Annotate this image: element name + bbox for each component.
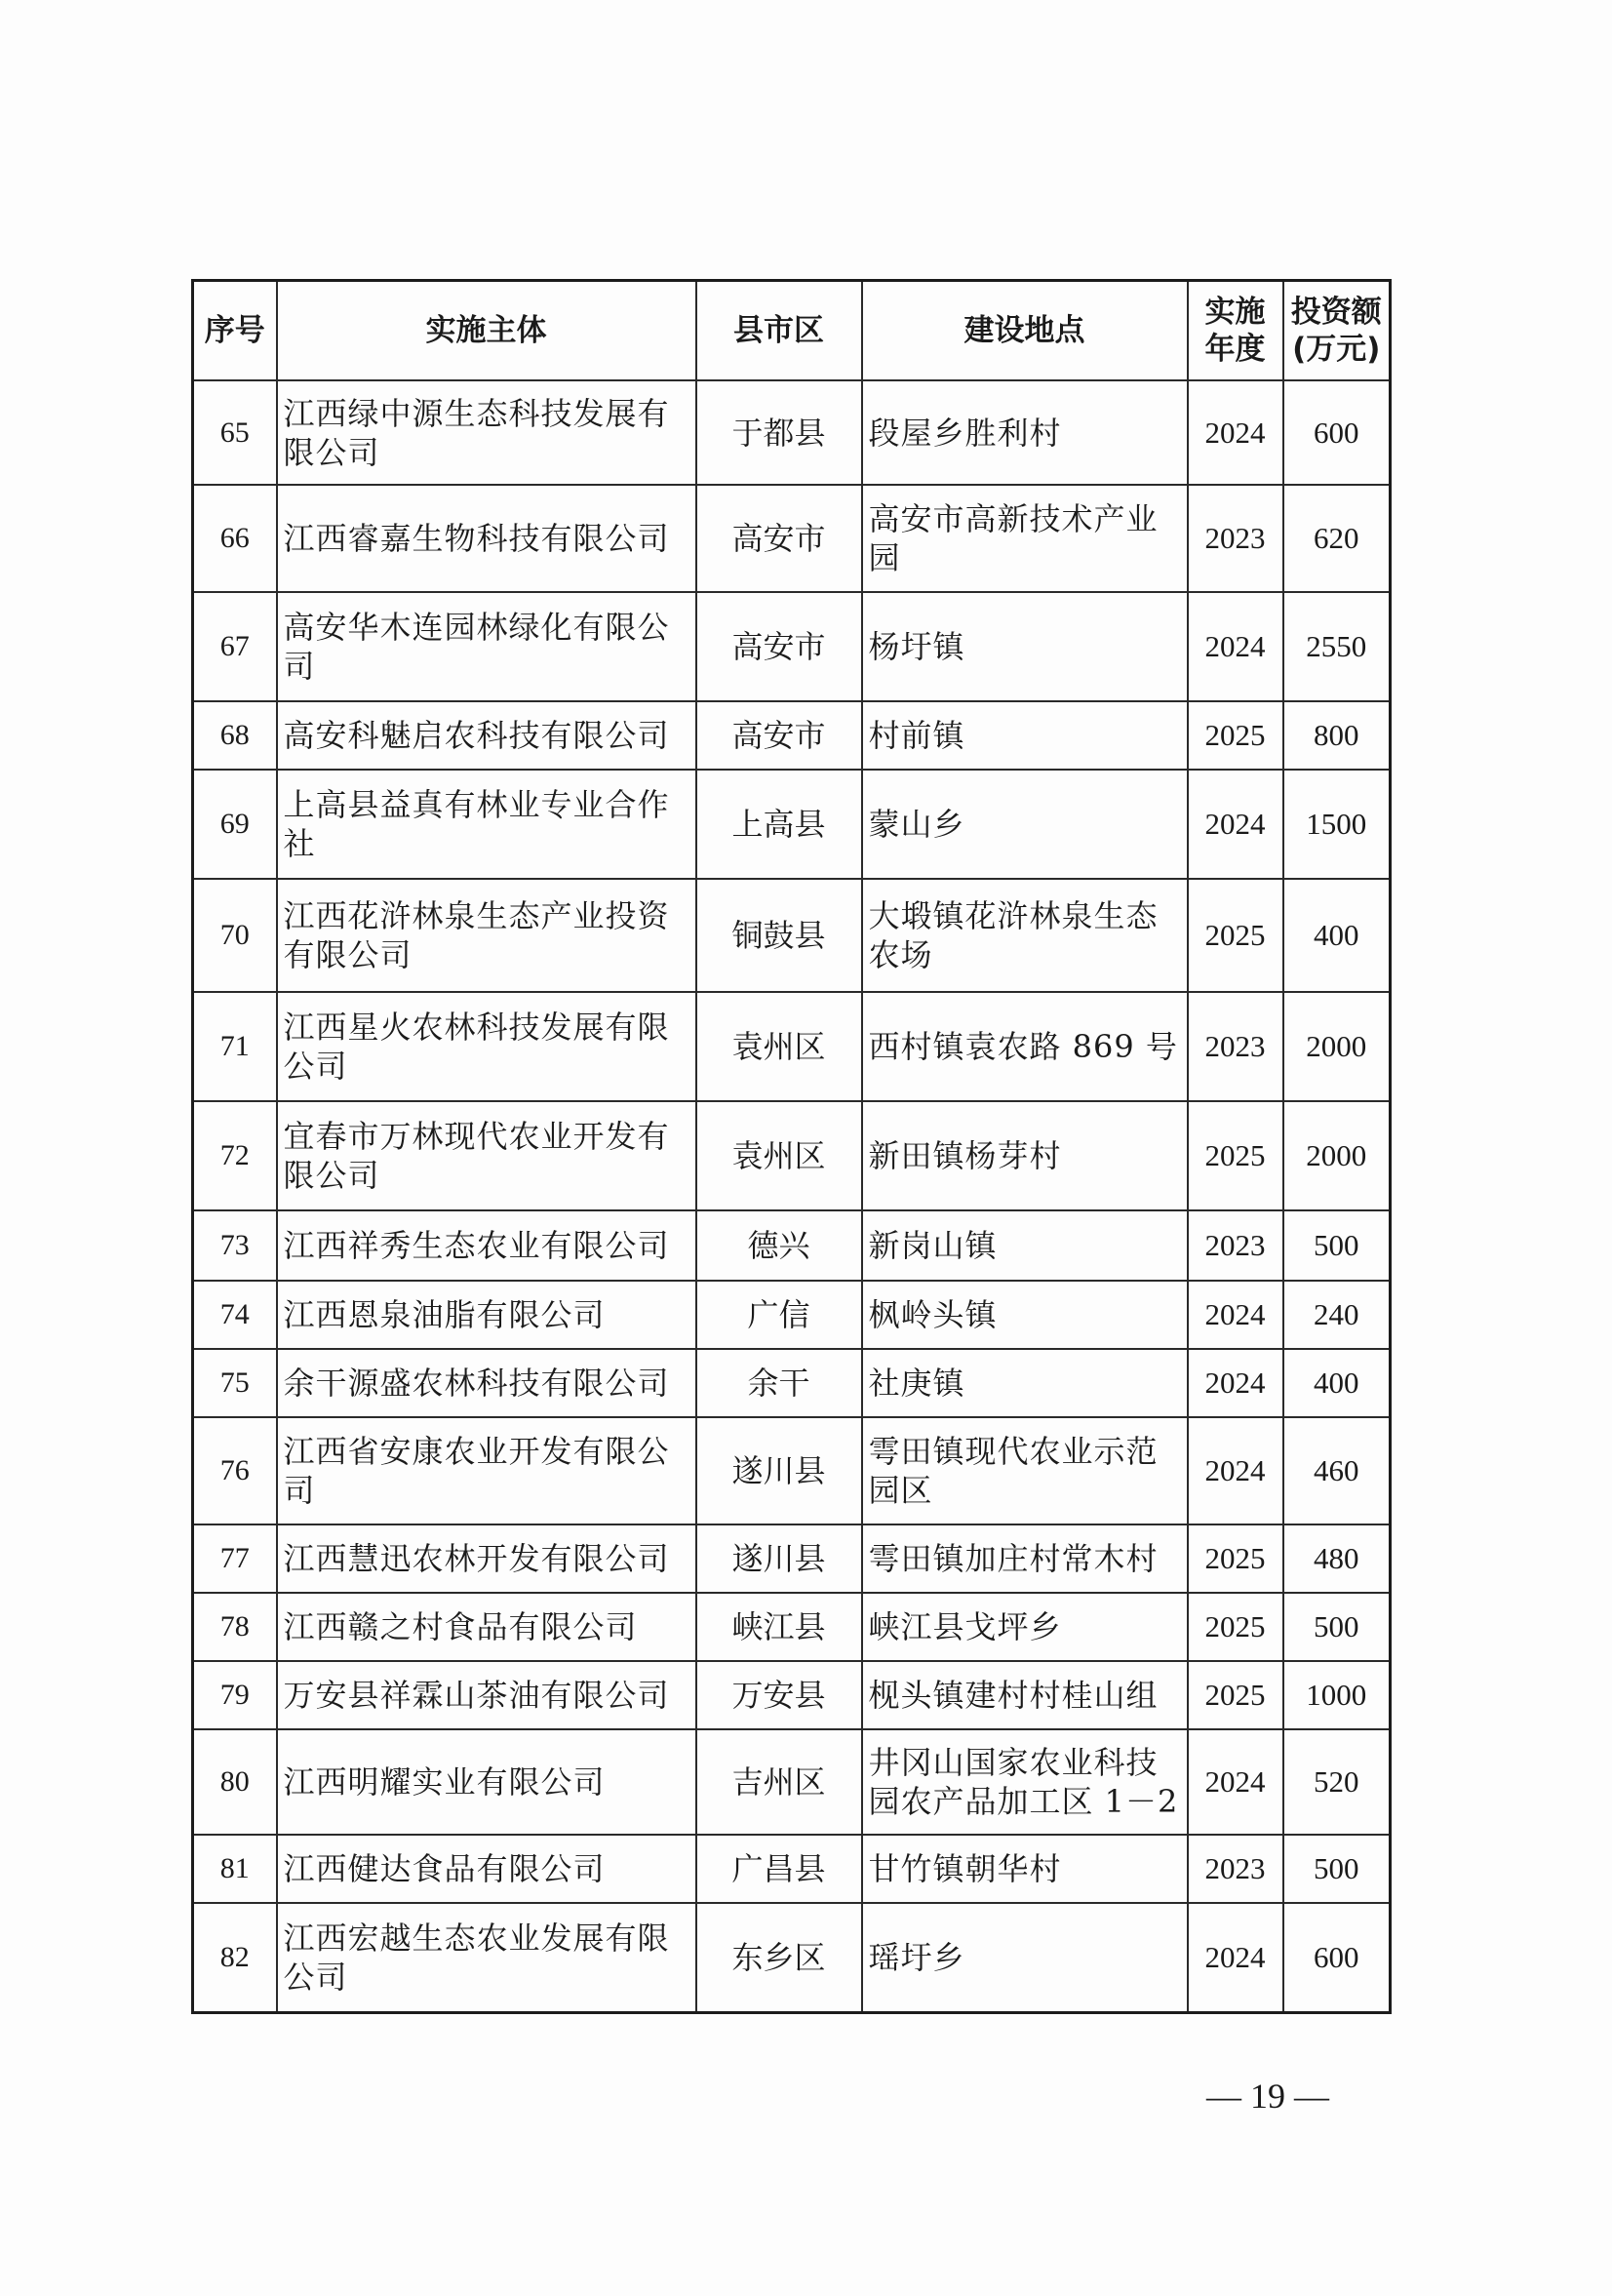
cell-year: 2023: [1188, 485, 1283, 592]
header-county: 县市区: [696, 281, 862, 381]
cell-site: 井冈山国家农业科技园农产品加工区 1－2: [862, 1729, 1188, 1835]
cell-county: 于都县: [696, 380, 862, 485]
table-row: [193, 992, 1391, 1101]
table-row: [193, 879, 1391, 992]
cell-entity: 高安华木连园林绿化有限公司: [277, 592, 696, 701]
cell-site: 雩田镇加庄村常木村: [862, 1524, 1188, 1593]
cell-site: 村前镇: [862, 701, 1188, 770]
table-row: [193, 380, 1391, 485]
cell-entity: 江西睿嘉生物科技有限公司: [277, 485, 696, 592]
cell-year: 2025: [1188, 1524, 1283, 1593]
cell-entity: 江西花浒林泉生态产业投资有限公司: [277, 879, 696, 992]
cell-no: 66: [193, 485, 277, 592]
table-row: [193, 1835, 1391, 1903]
cell-amount: 460: [1283, 1417, 1391, 1524]
cell-entity: 江西省安康农业开发有限公司: [277, 1417, 696, 1524]
table-row: [193, 1210, 1391, 1281]
cell-site: 新田镇杨芽村: [862, 1101, 1188, 1210]
cell-entity: 江西健达食品有限公司: [277, 1835, 696, 1903]
table-row: [193, 1281, 1391, 1349]
cell-site: 枫岭头镇: [862, 1281, 1188, 1349]
cell-no: 71: [193, 992, 277, 1101]
cell-site: 雩田镇现代农业示范园区: [862, 1417, 1188, 1524]
cell-year: 2025: [1188, 701, 1283, 770]
header-no: 序号: [193, 281, 277, 381]
cell-county: 高安市: [696, 592, 862, 701]
cell-year: 2023: [1188, 1835, 1283, 1903]
cell-amount: 800: [1283, 701, 1391, 770]
cell-amount: 600: [1283, 380, 1391, 485]
cell-no: 68: [193, 701, 277, 770]
cell-entity: 余干源盛农林科技有限公司: [277, 1349, 696, 1417]
cell-no: 72: [193, 1101, 277, 1210]
cell-county: 袁州区: [696, 1101, 862, 1210]
cell-amount: 520: [1283, 1729, 1391, 1835]
header-amount: 投资额 (万元): [1283, 281, 1391, 381]
table-row: [193, 701, 1391, 770]
cell-amount: 480: [1283, 1524, 1391, 1593]
cell-year: 2024: [1188, 592, 1283, 701]
cell-county: 广信: [696, 1281, 862, 1349]
cell-entity: 江西明耀实业有限公司: [277, 1729, 696, 1835]
cell-site: 枧头镇建村村桂山组: [862, 1661, 1188, 1729]
cell-year: 2024: [1188, 1729, 1283, 1835]
cell-amount: 500: [1283, 1835, 1391, 1903]
table-row: [193, 1903, 1391, 2012]
cell-site: 高安市高新技术产业园: [862, 485, 1188, 592]
cell-year: 2024: [1188, 380, 1283, 485]
project-table: [191, 279, 1392, 2014]
cell-no: 75: [193, 1349, 277, 1417]
header-site: 建设地点: [862, 281, 1188, 381]
cell-year: 2024: [1188, 1281, 1283, 1349]
cell-no: 78: [193, 1593, 277, 1661]
cell-amount: 2000: [1283, 1101, 1391, 1210]
cell-amount: 500: [1283, 1210, 1391, 1281]
page-number: — 19 —: [1206, 2077, 1329, 2116]
table-row: [193, 485, 1391, 592]
cell-county: 广昌县: [696, 1835, 862, 1903]
cell-entity: 江西赣之村食品有限公司: [277, 1593, 696, 1661]
table-row: [193, 1101, 1391, 1210]
cell-amount: 1000: [1283, 1661, 1391, 1729]
cell-no: 67: [193, 592, 277, 701]
cell-site: 瑶圩乡: [862, 1903, 1188, 2012]
cell-site: 甘竹镇朝华村: [862, 1835, 1188, 1903]
cell-amount: 1500: [1283, 770, 1391, 879]
cell-amount: 2000: [1283, 992, 1391, 1101]
table-row: [193, 770, 1391, 879]
cell-no: 80: [193, 1729, 277, 1835]
cell-amount: 620: [1283, 485, 1391, 592]
cell-year: 2025: [1188, 1661, 1283, 1729]
cell-no: 74: [193, 1281, 277, 1349]
cell-year: 2025: [1188, 1101, 1283, 1210]
cell-site: 杨圩镇: [862, 592, 1188, 701]
cell-year: 2025: [1188, 1593, 1283, 1661]
cell-county: 高安市: [696, 701, 862, 770]
cell-no: 70: [193, 879, 277, 992]
cell-county: 东乡区: [696, 1903, 862, 2012]
cell-site: 段屋乡胜利村: [862, 380, 1188, 485]
cell-amount: 240: [1283, 1281, 1391, 1349]
cell-year: 2023: [1188, 992, 1283, 1101]
cell-amount: 600: [1283, 1903, 1391, 2012]
cell-site: 蒙山乡: [862, 770, 1188, 879]
table-row: [193, 1524, 1391, 1593]
table-body: [193, 380, 1391, 2012]
table-header-row: [193, 281, 1391, 381]
cell-county: 吉州区: [696, 1729, 862, 1835]
cell-entity: 宜春市万林现代农业开发有限公司: [277, 1101, 696, 1210]
cell-entity: 上高县益真有林业专业合作社: [277, 770, 696, 879]
header-entity: 实施主体: [277, 281, 696, 381]
cell-year: 2025: [1188, 879, 1283, 992]
cell-year: 2024: [1188, 770, 1283, 879]
cell-entity: 江西慧迅农林开发有限公司: [277, 1524, 696, 1593]
cell-no: 79: [193, 1661, 277, 1729]
cell-county: 余干: [696, 1349, 862, 1417]
cell-county: 遂川县: [696, 1524, 862, 1593]
cell-entity: 万安县祥霖山茶油有限公司: [277, 1661, 696, 1729]
cell-amount: 2550: [1283, 592, 1391, 701]
table-row: [193, 1593, 1391, 1661]
cell-site: 西村镇袁农路 869 号: [862, 992, 1188, 1101]
cell-county: 万安县: [696, 1661, 862, 1729]
cell-entity: 江西星火农林科技发展有限公司: [277, 992, 696, 1101]
cell-county: 峡江县: [696, 1593, 862, 1661]
cell-amount: 400: [1283, 1349, 1391, 1417]
cell-year: 2024: [1188, 1903, 1283, 2012]
table-row: [193, 1417, 1391, 1524]
header-year: 实施 年度: [1188, 281, 1283, 381]
cell-entity: 江西绿中源生态科技发展有限公司: [277, 380, 696, 485]
cell-no: 76: [193, 1417, 277, 1524]
cell-no: 69: [193, 770, 277, 879]
cell-no: 65: [193, 380, 277, 485]
cell-site: 峡江县戈坪乡: [862, 1593, 1188, 1661]
cell-no: 81: [193, 1835, 277, 1903]
cell-year: 2023: [1188, 1210, 1283, 1281]
table-row: [193, 592, 1391, 701]
cell-no: 77: [193, 1524, 277, 1593]
table-row: [193, 1729, 1391, 1835]
cell-amount: 400: [1283, 879, 1391, 992]
cell-entity: 江西宏越生态农业发展有限公司: [277, 1903, 696, 2012]
cell-county: 遂川县: [696, 1417, 862, 1524]
cell-site: 新岗山镇: [862, 1210, 1188, 1281]
cell-site: 大塅镇花浒林泉生态农场: [862, 879, 1188, 992]
cell-county: 德兴: [696, 1210, 862, 1281]
cell-entity: 江西恩泉油脂有限公司: [277, 1281, 696, 1349]
cell-year: 2024: [1188, 1349, 1283, 1417]
cell-county: 上高县: [696, 770, 862, 879]
cell-county: 高安市: [696, 485, 862, 592]
cell-entity: 高安科魅启农科技有限公司: [277, 701, 696, 770]
cell-site: 社庚镇: [862, 1349, 1188, 1417]
cell-amount: 500: [1283, 1593, 1391, 1661]
cell-year: 2024: [1188, 1417, 1283, 1524]
table-row: [193, 1349, 1391, 1417]
cell-county: 铜鼓县: [696, 879, 862, 992]
cell-county: 袁州区: [696, 992, 862, 1101]
cell-no: 82: [193, 1903, 277, 2012]
cell-entity: 江西祥秀生态农业有限公司: [277, 1210, 696, 1281]
cell-no: 73: [193, 1210, 277, 1281]
table-row: [193, 1661, 1391, 1729]
